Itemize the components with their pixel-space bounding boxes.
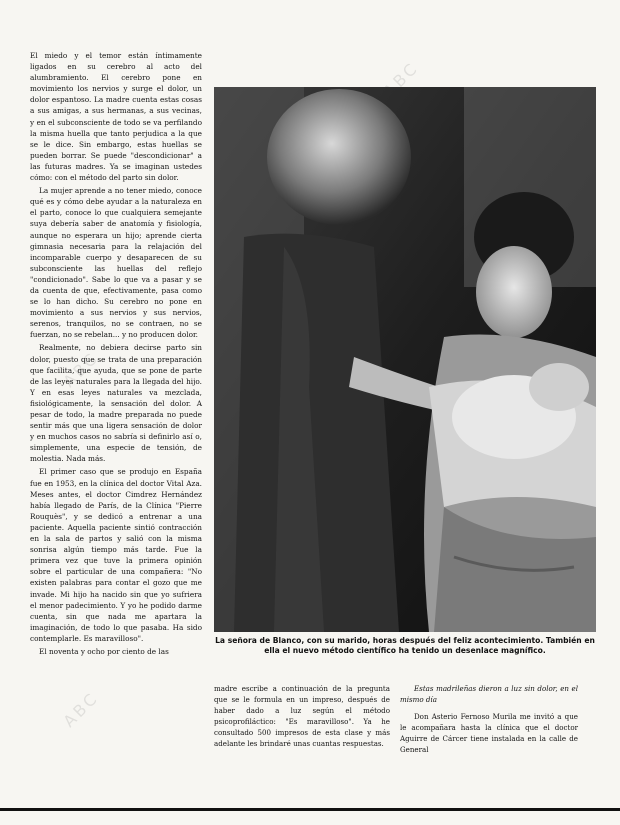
paragraph: El primer caso que se produjo en España fue en 1953, en la clínica del doctor Vital Aza. Meses antes, el doctor Cimdrez Hernández había llegado de París, de la Clínica "Pierre Rouquès", y se dedicó a entrenar a una paciente. Aquella paciente sintió contracción en la sala de partos y salió con la misma sonrisa algún tiempo más tarde. Fue la primera vez que tuve la primera opinión sobre el particular de una compañera: "No existen palabras para contar el gozo que me invade. Mi hijo ha nacido sin que yo sufriera el menor padecimiento. Y yo he podido darme cuenta, sin que nada me apartara la imaginación, de todo lo que pasaba. Ha sido contemplarle. Es maravilloso". (30, 467, 202, 643)
middle-text-column (214, 683, 390, 749)
watermark: ABC (379, 57, 423, 102)
left-text-column (30, 50, 202, 659)
paragraph: Don Asterio Fernoso Murila me invitó a que le acompañara hasta la clínica que el doctor Aguirre de Cárcer tiene instalada en la calle de General (400, 712, 578, 754)
photo-caption: La señora de Blanco, con su marido, horas después del feliz acontecimiento. También en ella el nuevo método científico ha tenido un desenlace magnífico. (215, 636, 595, 655)
paragraph: La mujer aprende a no tener miedo, conoce qué es y cómo debe ayudar a la naturaleza en el parto, conoce lo que cualquiera semejante suya debería saber de anatomía y fisiología, aunque no esperara un hijo; aprende cierta gimnasia necesaria para la relajación del incomparable cuerpo y desaparecen de su subconsciente las huellas del reflejo "condicionado". Sabe lo que va a pasar y se da cuenta de que, efectivamente, pasa como se lo han dicho. Su cerebro no pone en movimiento a sus nervios y sus nervios, serenos, tranquilos, no se contraen, no se fuerzan, no se rebelan... y no producen dolor. (30, 186, 202, 340)
watermark: ABC (59, 687, 103, 732)
paragraph: El noventa y ocho por ciento de las (39, 646, 169, 656)
paragraph: Realmente, no debiera decirse parto sin dolor, puesto que se trata de una preparación que facilita, que ayuda, que se pone de parte de las leyes naturales para la llegada del hijo. Y en esas leyes naturales va mezclada, fisiológicamente, la sensación del dolor. A pesar de todo, la madre preparada no puede sentir más que una ligera sensación de dolor y en muchos casos no sabría si definirlo así o, simplemente, una especie de tensión, de molestia. Nada más. (30, 343, 202, 464)
bottom-rule (0, 808, 620, 811)
watermark: ABC (59, 347, 103, 392)
subheading: Estas madrileñas dieron a luz sin dolor, en el mismo día (400, 684, 578, 704)
right-text-column (400, 683, 578, 761)
article-photo (214, 87, 596, 632)
paragraph: El miedo y el temor están íntimamente ligados en su cerebro al acto del alumbramiento. El cerebro pone en movimiento los nervios y surge el dolor, un dolor espantoso. La madre cuenta estas cosas a sus amigas, a sus hermanas, a sus vecinas, y en el subconsciente de todo se va perfilando la misma huella que tanto perjudica a la que se le dice. Sin embargo, estas huellas se pueden borrar. Se puede "descondicionar" a las futuras madres. Ya se imaginan ustedes cómo: con el método del parto sin dolor. (30, 51, 202, 183)
photograph-icon (214, 87, 596, 632)
paragraph: madre escribe a continuación de la pregunta que se le formula en un impreso, después de haber dado a luz según el método psicoprofiláctico: "Es maravilloso". Ya he consultado 500 impresos de esta clase y más adelante les brindaré unas cuantas respuestas. (214, 684, 390, 748)
